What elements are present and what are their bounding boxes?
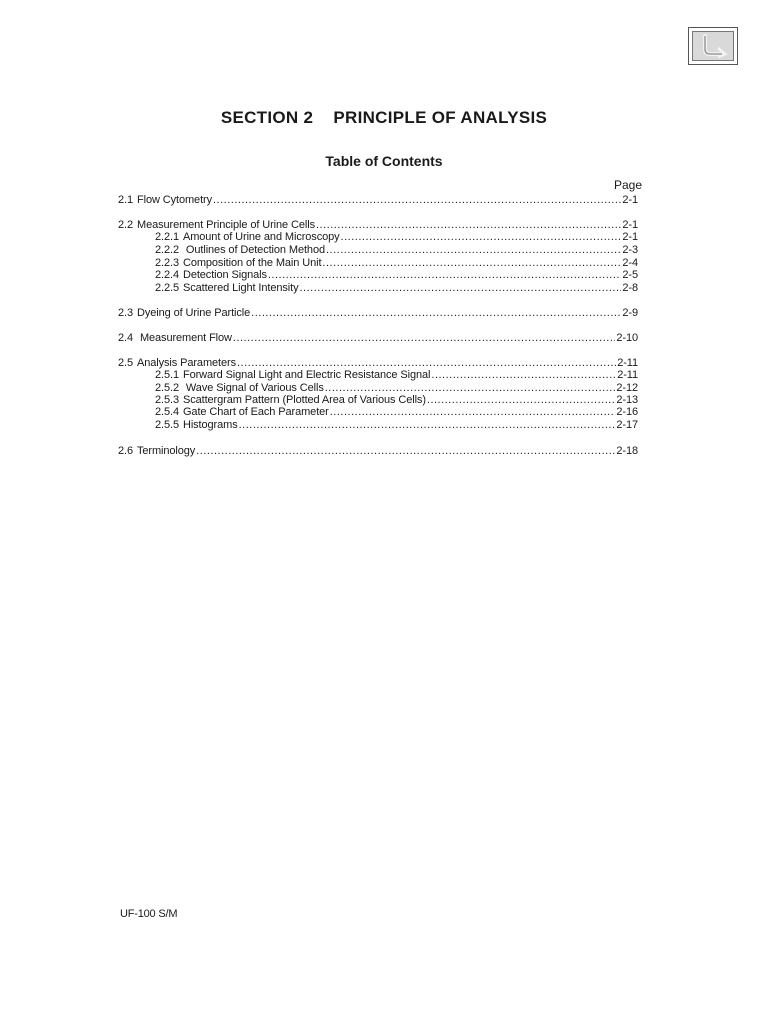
toc-number: 2.3: [118, 307, 133, 319]
toc-number: 2.5.4: [155, 406, 179, 418]
toc-entry-2-5-1[interactable]: [155, 368, 638, 382]
toc-leader-dots: [341, 230, 622, 244]
toc-number: 2.2.3: [155, 257, 179, 269]
toc-entry-2-5-4[interactable]: [155, 405, 638, 419]
toc-page-number: 2-10: [616, 332, 638, 344]
toc-title-text: Measurement Principle of Urine Cells: [137, 219, 315, 231]
toc-title-text: Forward Signal Light and Electric Resistance Signal: [182, 369, 431, 381]
toc-title-text: Detection Signals: [182, 269, 267, 281]
toc-leader-dots: [330, 405, 616, 419]
page-column-heading: Page: [613, 178, 642, 192]
toc-page-number: 2-17: [616, 419, 638, 431]
toc-entry-2-2-4[interactable]: [155, 268, 638, 282]
toc-number: 2.2.5: [155, 282, 179, 294]
toc-title-text: Terminology: [137, 445, 196, 457]
toc-number: 2.1: [118, 194, 133, 206]
toc-title-text: Gate Chart of Each Parameter: [182, 406, 329, 418]
toc-number: 2.2.4: [155, 269, 179, 281]
toc-page-number: 2-13: [616, 394, 638, 406]
toc-page-number: 2-8: [622, 282, 638, 294]
toc-leader-dots: [431, 368, 616, 382]
toc-page-number: 2-18: [616, 445, 638, 457]
toc-entry-2-1[interactable]: [118, 193, 638, 207]
toc-title-text: Measurement Flow: [137, 332, 232, 344]
toc-entry-2-5-5[interactable]: [155, 418, 638, 432]
toc-page-number: 2-1: [622, 194, 638, 206]
toc-number: 2.4: [118, 332, 133, 344]
toc-title-text: Composition of the Main Unit: [182, 257, 322, 269]
toc-page-number: 2-1: [622, 231, 638, 243]
return-arrow-icon: [696, 34, 730, 58]
toc-number: 2.5.2: [155, 382, 179, 394]
toc-title-text: Scattergram Pattern (Plotted Area of Various Cells): [182, 394, 426, 406]
toc-page-number: 2-9: [622, 307, 638, 319]
toc-title-text: Amount of Urine and Microscopy: [182, 231, 340, 243]
toc-entry-2-2-1[interactable]: [155, 230, 638, 244]
document-id-footer: UF-100 S/M: [120, 908, 178, 920]
toc-leader-dots: [196, 444, 615, 458]
toc-number: 2.5.5: [155, 419, 179, 431]
toc-page-number: 2-3: [622, 244, 638, 256]
toc-leader-dots: [213, 193, 621, 207]
toc-number: 2.2.2: [155, 244, 179, 256]
toc-title-text: Outlines of Detection Method: [182, 244, 325, 256]
toc-number: 2.2.1: [155, 231, 179, 243]
toc-entry-2-2-2[interactable]: [155, 243, 638, 257]
toc-number: 2.5: [118, 357, 133, 369]
toc-page-number: 2-4: [622, 257, 638, 269]
toc-page-number: 2-12: [616, 382, 638, 394]
toc-title-text: Flow Cytometry: [137, 194, 212, 206]
toc-entry-2-2-5[interactable]: [155, 281, 638, 295]
back-button[interactable]: [688, 27, 738, 65]
toc-leader-dots: [233, 331, 615, 345]
toc-number: 2.5.3: [155, 394, 179, 406]
back-button-face[interactable]: [692, 31, 734, 61]
toc-leader-dots: [251, 306, 621, 320]
toc-page-number: 2-16: [616, 406, 638, 418]
toc-number: 2.5.1: [155, 369, 179, 381]
toc-number: 2.6: [118, 445, 133, 457]
toc-leader-dots: [268, 268, 622, 282]
toc-number: 2.2: [118, 219, 133, 231]
toc-entry-2-6[interactable]: [118, 444, 638, 458]
toc-title-text: Analysis Parameters: [137, 357, 236, 369]
toc-title-text: Histograms: [182, 419, 238, 431]
toc-title-text: Dyeing of Urine Particle: [137, 307, 251, 319]
toc-entry-2-4[interactable]: [118, 331, 638, 345]
toc-title: Table of Contents: [325, 153, 443, 169]
toc-page-number: 2-11: [617, 369, 638, 381]
section-title: SECTION 2 PRINCIPLE OF ANALYSIS: [220, 108, 548, 127]
toc-leader-dots: [326, 243, 621, 257]
toc-leader-dots: [239, 418, 616, 432]
toc-title-text: Wave Signal of Various Cells: [182, 382, 324, 394]
toc-page-number: 2-1: [622, 219, 638, 231]
toc-page-number: 2-11: [617, 357, 638, 369]
toc-page-number: 2-5: [622, 269, 638, 281]
toc-entry-2-3[interactable]: [118, 306, 638, 320]
toc-leader-dots: [299, 281, 621, 295]
toc-title-text: Scattered Light Intensity: [182, 282, 299, 294]
